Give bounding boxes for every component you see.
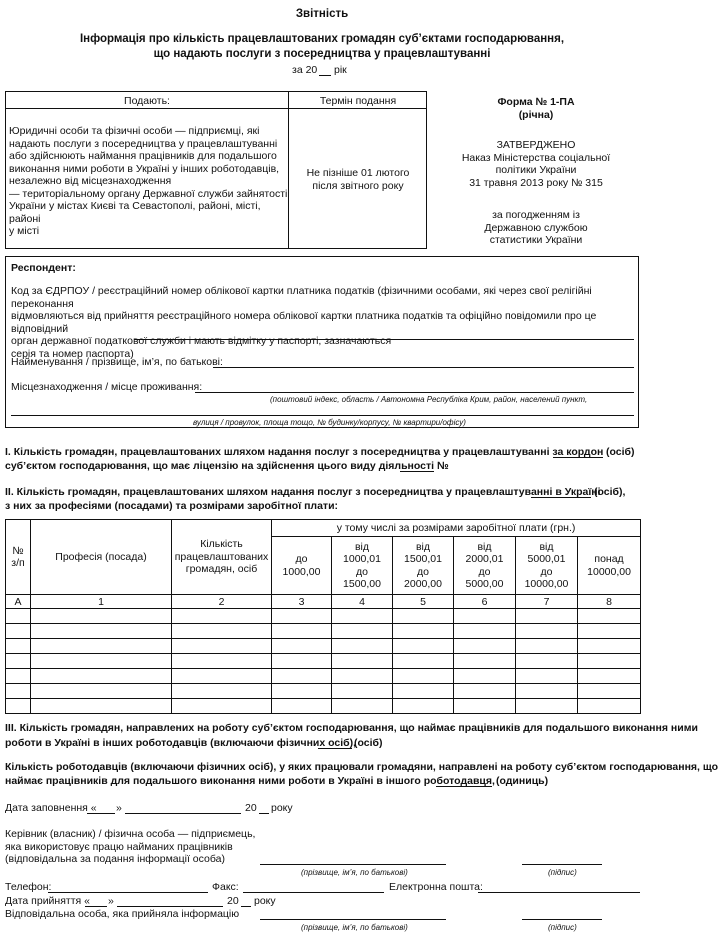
table-cell[interactable] <box>272 624 332 639</box>
submitters-text: Юридичні особи та фізичні особи — підприємці, які надають послуги з посередництва у працевлаштуванні або здійснюють наймання працівників для подальшого виконання ними роботи в Україні у інших роботодавців, незалежно від місцезнаходження — територіальному органу Державної служби зайнятості України у містах Києві та Севастополі, районі, місті, районі у місті <box>9 125 288 237</box>
table-cell[interactable] <box>31 654 172 669</box>
address-field-2[interactable] <box>11 415 634 416</box>
address-hint-2: вулиця / провулок, площа тощо, № будинку/корпусу, № квартири/офісу) <box>193 418 466 427</box>
salary-table <box>5 519 641 714</box>
table-cell[interactable] <box>332 654 393 669</box>
table-cell[interactable] <box>393 684 454 699</box>
table-row <box>6 669 641 684</box>
table-cell[interactable] <box>393 654 454 669</box>
table-cell[interactable] <box>454 609 516 624</box>
fill-date-year-field[interactable] <box>259 813 269 814</box>
accept-date-year-prefix: 20 <box>227 895 239 907</box>
name-label: Найменування / прізвище, ім’я, по батькові: <box>11 356 223 368</box>
responsible-signature-field[interactable] <box>522 919 602 920</box>
table-cell[interactable] <box>272 609 332 624</box>
code-cell: 4 <box>332 595 393 609</box>
phone-field[interactable] <box>48 892 208 893</box>
fill-date-day-field[interactable] <box>87 813 115 814</box>
table-cell[interactable] <box>272 654 332 669</box>
code-text: Код за ЄДРПОУ / реєстраційний номер облікової картки платника податків (фізичними особами, які через свої релігійні переконання відмовляються від прийняття реєстраційного номера облікової картки платника податків та офіційно повідомили про це відповідний орган державної податкової служби і мають відмітку у паспорті, зазначаються серія та номер паспорта) <box>11 285 597 360</box>
header-range-2: від 1000,01 до 1500,00 <box>332 537 393 595</box>
code-cell: 7 <box>516 595 578 609</box>
accept-date-day-field[interactable] <box>85 906 107 907</box>
table-cell[interactable] <box>454 624 516 639</box>
table-row <box>6 699 641 714</box>
section1-unit: (осіб) <box>606 446 635 458</box>
period-suffix: рік <box>334 64 347 76</box>
code-field[interactable] <box>134 339 634 340</box>
table-row <box>6 639 641 654</box>
code-cell: 3 <box>272 595 332 609</box>
table-cell[interactable] <box>31 609 172 624</box>
respondent-box <box>5 256 639 428</box>
code-cell: 5 <box>393 595 454 609</box>
table-cell[interactable] <box>272 639 332 654</box>
table-cell[interactable] <box>272 669 332 684</box>
table-cell[interactable] <box>516 669 578 684</box>
table-cell[interactable] <box>172 654 272 669</box>
fill-date-year-prefix: 20 <box>245 802 257 814</box>
period-year-field[interactable] <box>319 75 331 76</box>
table-cell[interactable] <box>332 669 393 684</box>
table-cell[interactable] <box>393 624 454 639</box>
address-field[interactable] <box>195 392 634 393</box>
header-count: Кількість працевлаштованих громадян, осіб <box>172 520 272 595</box>
table-cell[interactable] <box>516 654 578 669</box>
accept-date-year-field[interactable] <box>241 906 251 907</box>
table-cell[interactable] <box>172 684 272 699</box>
responsible-person-label: Відповідальна особа, яка прийняла інформацію <box>5 908 240 920</box>
section2-line1: ІІ. Кількість громадян, працевлаштованих шляхом надання послуг з посередництва у працевлаштуванні в Україні <box>5 486 601 498</box>
table-cell[interactable] <box>6 669 31 684</box>
respondent-title: Респондент: <box>11 262 76 274</box>
head-signature-hint: (підпис) <box>548 868 577 877</box>
table-cell[interactable] <box>31 624 172 639</box>
table-row <box>6 684 641 699</box>
table-cell[interactable] <box>516 699 578 714</box>
code-cell: 1 <box>31 595 172 609</box>
table-cell[interactable] <box>393 699 454 714</box>
section2-count-field[interactable] <box>531 497 591 498</box>
section4-line2: наймає працівників для подальшого виконання ними роботи в Україні в іншого роботодавця, <box>5 775 495 787</box>
table-cell[interactable] <box>516 624 578 639</box>
section4-count-field[interactable] <box>436 786 492 787</box>
responsible-signature-hint: (підпис) <box>548 923 577 932</box>
table-cell[interactable] <box>516 609 578 624</box>
table-cell[interactable] <box>172 699 272 714</box>
table-cell[interactable] <box>31 639 172 654</box>
table-cell[interactable] <box>31 684 172 699</box>
document-title: Звітність <box>295 8 349 20</box>
table-row <box>6 609 641 624</box>
table-cell[interactable] <box>272 684 332 699</box>
table-cell[interactable] <box>172 609 272 624</box>
table-cell[interactable] <box>6 699 31 714</box>
table-cell[interactable] <box>454 684 516 699</box>
section1-line2: суб’єктом господарювання, що має ліцензію на здійснення цього виду діяльності № <box>5 460 449 472</box>
accept-date-month-field[interactable] <box>117 906 223 907</box>
header-profession: Професія (посада) <box>31 520 172 595</box>
form-type: (річна) <box>518 109 554 121</box>
table-cell[interactable] <box>31 699 172 714</box>
header-no: № з/п <box>6 520 31 595</box>
form-number: Форма № 1-ПА <box>497 96 575 108</box>
accept-date-quote: » <box>108 895 114 907</box>
document-subtitle-line1: Інформація про кількість працевлаштованих громадян суб’єктами господарювання, <box>79 33 565 45</box>
responsible-name-field[interactable] <box>260 919 446 920</box>
deadline-header: Термін подання <box>319 95 397 107</box>
section2-line2: з них за професіями (посадами) та розмірами заробітної плати: <box>5 500 339 512</box>
head-signature-label: Керівник (власник) / фізична особа — підприємець, яка використовує працю найманих працівників (відповідальна за подання інформації особа) <box>5 828 256 865</box>
period-prefix: за 20 <box>292 64 318 76</box>
table-cell[interactable] <box>454 639 516 654</box>
table-cell[interactable] <box>578 624 641 639</box>
address-hint-1: (поштовий індекс, область / Автономна Республіка Крим, район, населений пункт, <box>270 395 588 404</box>
fill-date-label: Дата заповнення « <box>5 802 97 814</box>
section3-line1: ІІІ. Кількість громадян, направлених на роботу суб’єктом господарювання, що наймає працівників для подальшого виконання ними <box>5 722 698 734</box>
deadline-text: Не пізніше 01 лютого після звітного року <box>306 167 410 192</box>
table-row <box>6 654 641 669</box>
header-salary-group: у тому числі за розмірами заробітної плати (грн.) <box>272 520 641 537</box>
section3-unit: (осіб) <box>354 737 383 749</box>
address-label: Місцезнаходження / місце проживання: <box>11 381 203 393</box>
table-cell[interactable] <box>393 639 454 654</box>
submission-table <box>5 91 427 249</box>
approval-block: ЗАТВЕРДЖЕНО Наказ Міністерства соціальної політики України 31 травня 2013 року № 315 <box>432 139 640 189</box>
code-cell: 2 <box>172 595 272 609</box>
fill-date-quote: » <box>116 802 122 814</box>
name-field[interactable] <box>213 367 634 368</box>
fill-date-month-field[interactable] <box>125 813 241 814</box>
table-cell[interactable] <box>578 684 641 699</box>
code-row <box>6 595 641 609</box>
header-range-5: від 5000,01 до 10000,00 <box>516 537 578 595</box>
section3-line2: роботи в Україні в інших роботодавців (включаючи фізичних осіб), <box>5 737 357 749</box>
header-range-1: до 1000,00 <box>272 537 332 595</box>
table-cell[interactable] <box>6 654 31 669</box>
section1-count-field[interactable] <box>553 457 603 458</box>
phone-label: Телефон: <box>5 881 52 893</box>
table-cell[interactable] <box>332 624 393 639</box>
table-cell[interactable] <box>6 639 31 654</box>
table-cell[interactable] <box>516 639 578 654</box>
section3-count-field[interactable] <box>318 748 352 749</box>
table-cell[interactable] <box>393 609 454 624</box>
table-cell[interactable] <box>332 684 393 699</box>
document-subtitle-line2: що надають послуги з посередництва у працевлаштуванні <box>153 48 491 60</box>
table-cell[interactable] <box>6 609 31 624</box>
accept-date-label: Дата прийняття « <box>5 895 90 907</box>
table-cell[interactable] <box>516 684 578 699</box>
head-signature-field[interactable] <box>522 864 602 865</box>
table-cell[interactable] <box>454 654 516 669</box>
table-cell[interactable] <box>332 639 393 654</box>
table-cell[interactable] <box>578 639 641 654</box>
table-cell[interactable] <box>393 669 454 684</box>
agreement-block: за погодженням із Державною службою статистики України <box>484 209 588 246</box>
table-cell[interactable] <box>332 699 393 714</box>
code-cell: 6 <box>454 595 516 609</box>
table-cell[interactable] <box>6 684 31 699</box>
head-name-field[interactable] <box>260 864 446 865</box>
table-cell[interactable] <box>454 669 516 684</box>
section4-unit: (одиниць) <box>496 775 549 787</box>
fax-label: Факс: <box>212 881 239 893</box>
approved-label: ЗАТВЕРДЖЕНО <box>496 139 576 151</box>
email-label: Електронна пошта: <box>389 881 483 893</box>
table-cell[interactable] <box>172 669 272 684</box>
header-range-3: від 1500,01 до 2000,00 <box>393 537 454 595</box>
table-cell[interactable] <box>272 699 332 714</box>
header-range-6: понад 10000,00 <box>578 537 641 595</box>
section2-unit: (осіб), <box>594 486 626 498</box>
table-cell[interactable] <box>31 669 172 684</box>
section4-line1: Кількість роботодавців (включаючи фізичних осіб), у яких працювали громадяни, направлені на роботу суб’єктом господарювання, що <box>5 761 718 773</box>
code-cell: 8 <box>578 595 641 609</box>
head-name-hint: (прізвище, ім’я, по батькові) <box>301 868 408 877</box>
fax-field[interactable] <box>243 892 384 893</box>
table-cell[interactable] <box>578 669 641 684</box>
table-cell[interactable] <box>172 624 272 639</box>
fill-date-suffix: року <box>271 802 293 814</box>
responsible-name-hint: (прізвище, ім’я, по батькові) <box>301 923 408 932</box>
form-info <box>432 96 640 121</box>
table-cell[interactable] <box>454 699 516 714</box>
table-cell[interactable] <box>332 609 393 624</box>
email-field[interactable] <box>478 892 640 893</box>
submitters-header: Подають: <box>124 95 170 107</box>
table-cell[interactable] <box>578 609 641 624</box>
table-row <box>6 624 641 639</box>
table-cell[interactable] <box>172 639 272 654</box>
table-cell[interactable] <box>578 699 641 714</box>
accept-date-suffix: року <box>254 895 276 907</box>
section1-line1: І. Кількість громадян, працевлаштованих шляхом надання послуг з посередництва у працевлаштуванні за кордон <box>5 446 604 458</box>
license-number-field[interactable] <box>400 471 434 472</box>
code-cell: А <box>6 595 31 609</box>
table-cell[interactable] <box>578 654 641 669</box>
table-cell[interactable] <box>6 624 31 639</box>
header-range-4: від 2000,01 до 5000,00 <box>454 537 516 595</box>
